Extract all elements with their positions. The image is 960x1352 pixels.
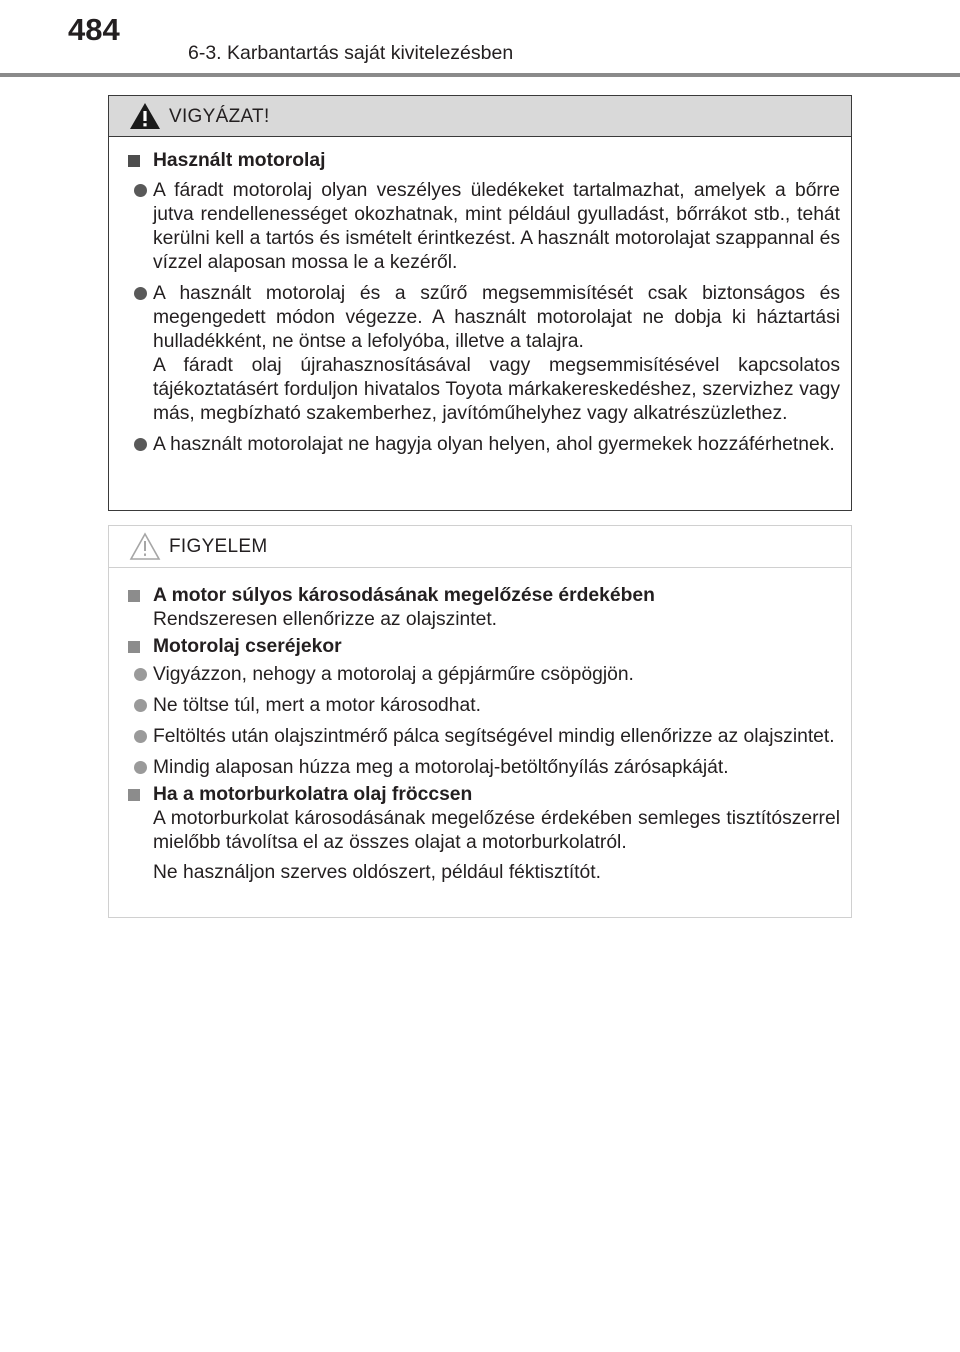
notice-section-heading: Ha a motorburkolatra olaj fröccsen [128, 783, 840, 807]
warning-triangle-icon [129, 101, 161, 131]
warning-bullet: A használt motorolaj és a szűrő megsemmisítését csak biztonságos és megengedett módon végezze. A használt motorolajat ne dobja ki háztartási hulladékként, ne öntse a lefolyóba, illetve a talajra. A fáradt olaj újrahasznosításával vagy megsemmisítésével kapcsolatos tájékoztatásért forduljon hivatalos Toyota márkakereskedéshez, szervizhez vagy más, megbízható szakemberhez, javítóműhelyhez vagy alkatrészüzlethez. [128, 282, 840, 426]
bullet-dot-icon [134, 287, 147, 300]
square-bullet-icon [128, 641, 140, 653]
notice-header [109, 526, 851, 568]
notice-bullet: Vigyázzon, nehogy a motorolaj a gépjárműre csöpögjön. [128, 663, 840, 687]
notice-bullet: Mindig alaposan húzza meg a motorolaj-betöltőnyílás zárósapkáját. [128, 756, 840, 780]
notice-section-heading: Motorolaj cseréjekor [128, 635, 840, 659]
bullet-dot-icon [134, 730, 147, 743]
notice-text: A motorburkolat károsodásának megelőzése érdekében semleges tisztítószerrel mielőbb távolítsa el az összes olajat a motorburkolatról. [153, 808, 840, 853]
caution-triangle-icon [129, 531, 161, 561]
warning-bullet: A használt motorolajat ne hagyja olyan helyen, ahol gyermekek hozzáférhetnek. [128, 433, 840, 457]
square-bullet-icon [128, 155, 140, 167]
bullet-dot-icon [134, 761, 147, 774]
page-number: 484 [68, 12, 120, 47]
warning-header [109, 96, 851, 137]
header-divider [0, 73, 960, 77]
bullet-dot-icon [134, 699, 147, 712]
notice-section-heading: A motor súlyos károsodásának megelőzése érdekében [128, 584, 840, 608]
bullet-dot-icon [134, 668, 147, 681]
square-bullet-icon [128, 789, 140, 801]
notice-body [109, 568, 851, 885]
notice-text: Rendszeresen ellenőrizze az olajszintet. [153, 609, 498, 630]
notice-bullet: Ne töltse túl, mert a motor károsodhat. [128, 694, 840, 718]
bullet-dot-icon [134, 184, 147, 197]
warning-body [109, 137, 851, 457]
notice-box [108, 525, 852, 918]
warning-box [108, 95, 852, 511]
notice-text: Ne használjon szerves oldószert, például féktisztítót. [153, 862, 601, 883]
square-bullet-icon [128, 590, 140, 602]
warning-section-heading: Használt motorolaj [128, 149, 840, 173]
warning-bullet: A fáradt motorolaj olyan veszélyes üledékeket tartalmazhat, amelyek a bőrre jutva rendellenességet okozhatnak, mint például gyulladást, bőrrákot stb., tehát kerülni kell a tartós és ismételt érintkezést. A használt motorolajat szappannal és vízzel alaposan mossa le a kezéről. [128, 179, 840, 275]
notice-title: FIGYELEM [169, 536, 268, 557]
section-title: 6-3. Karbantartás saját kivitelezésben [188, 42, 514, 64]
warning-title: VIGYÁZAT! [169, 106, 270, 127]
notice-bullet: Feltöltés után olajszintmérő pálca segítségével mindig ellenőrizze az olajszintet. [128, 725, 840, 749]
bullet-dot-icon [134, 438, 147, 451]
page-header [0, 0, 960, 78]
